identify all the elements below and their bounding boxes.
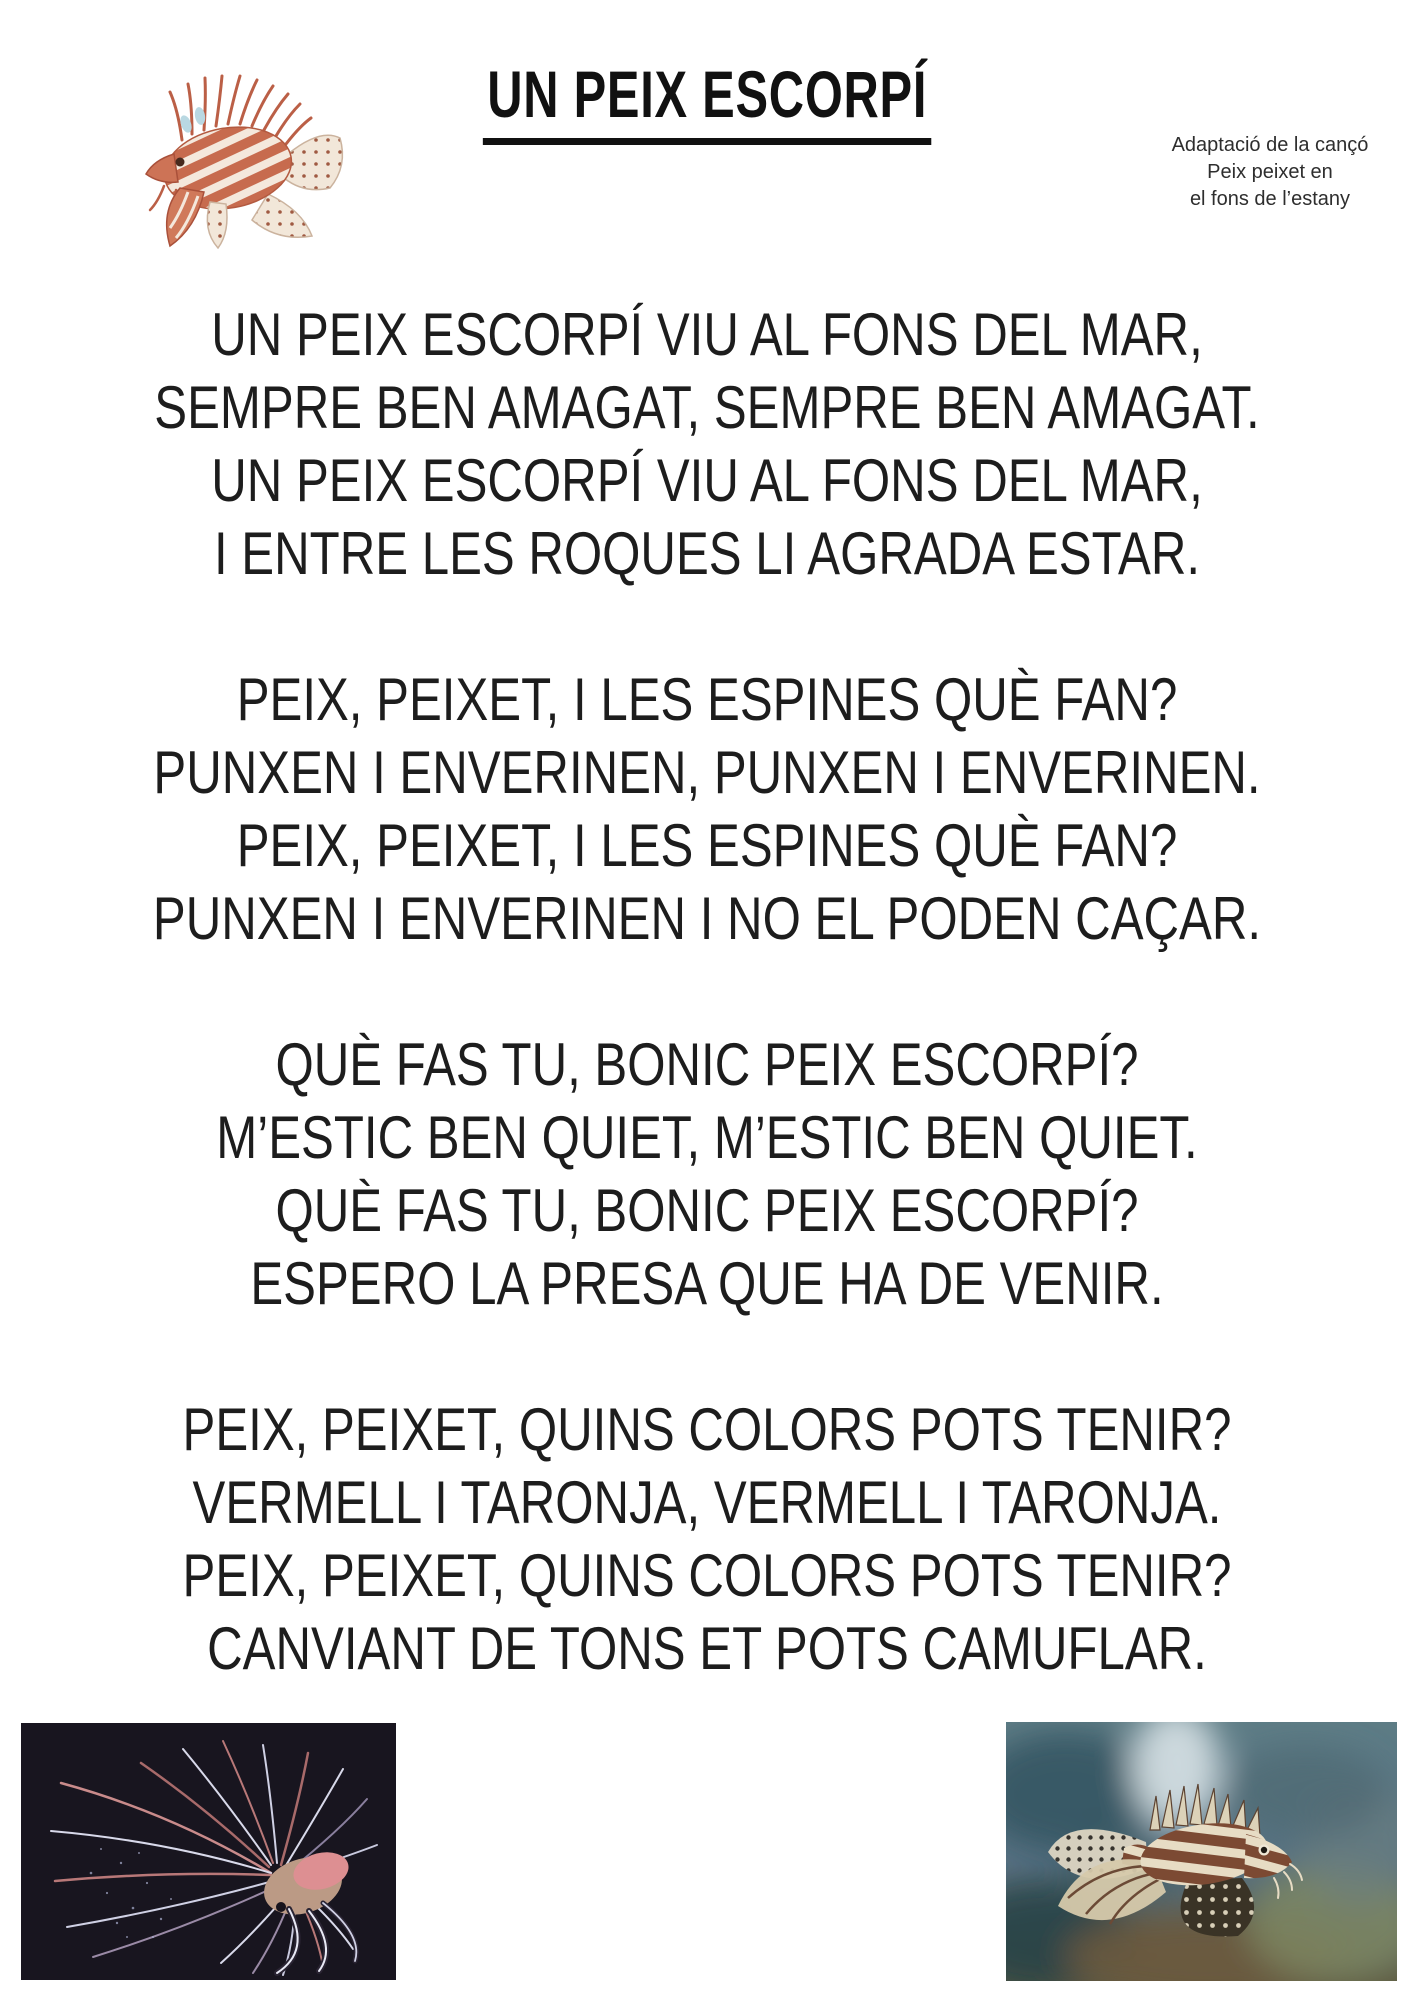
credit-note [1120,132,1414,213]
lyric-line: UN PEIX ESCORPÍ VIU AL FONS DEL MAR, [211,447,1203,514]
lyric-line: PEIX, PEIXET, QUINS COLORS POTS TENIR? [182,1542,1232,1609]
lyric-line: ESPERO LA PRESA QUE HA DE VENIR. [250,1250,1164,1317]
lionfish-aquarium-photo [1006,1722,1397,1981]
lionfish-aquarium-photo-art [1006,1722,1397,1981]
lyric-line: I ENTRE LES ROQUES LI AGRADA ESTAR. [213,520,1201,587]
lyric-line: SEMPRE BEN AMAGAT, SEMPRE BEN AMAGAT. [154,374,1260,441]
lyric-line: M’ESTIC BEN QUIET, M’ESTIC BEN QUIET. [216,1104,1198,1171]
stanza-2 [127,663,1286,955]
lyric-line: UN PEIX ESCORPÍ VIU AL FONS DEL MAR, [211,301,1203,368]
lionfish-dark-photo-art [21,1723,396,1980]
lyric-line: PEIX, PEIXET, I LES ESPINES QUÈ FAN? [236,666,1178,733]
credit-line: el fons de l’estany [1189,188,1351,210]
stanza-3 [127,1028,1286,1320]
lyric-line: PUNXEN I ENVERINEN I NO EL PODEN CAÇAR. [152,885,1262,952]
credit-line: Peix peixet en [1207,161,1333,183]
lyric-line: QUÈ FAS TU, BONIC PEIX ESCORPÍ? [275,1031,1139,1098]
lionfish-dark-photo [21,1723,396,1980]
lyric-line: VERMELL I TARONJA, VERMELL I TARONJA. [192,1469,1222,1536]
lyric-line: QUÈ FAS TU, BONIC PEIX ESCORPÍ? [275,1177,1139,1244]
lyric-line: CANVIANT DE TONS ET POTS CAMUFLAR. [207,1615,1207,1682]
stanza-4 [127,1393,1286,1685]
page-title: UN PEIX ESCORPÍ [483,56,932,145]
lyric-line: PEIX, PEIXET, QUINS COLORS POTS TENIR? [182,1396,1232,1463]
lyric-line: PUNXEN I ENVERINEN, PUNXEN I ENVERINEN. [153,739,1261,806]
credit-line: Adaptació de la cançó [1171,134,1369,156]
lyric-line: PEIX, PEIXET, I LES ESPINES QUÈ FAN? [236,812,1178,879]
lyrics [127,298,1286,1758]
stanza-1 [127,298,1286,590]
